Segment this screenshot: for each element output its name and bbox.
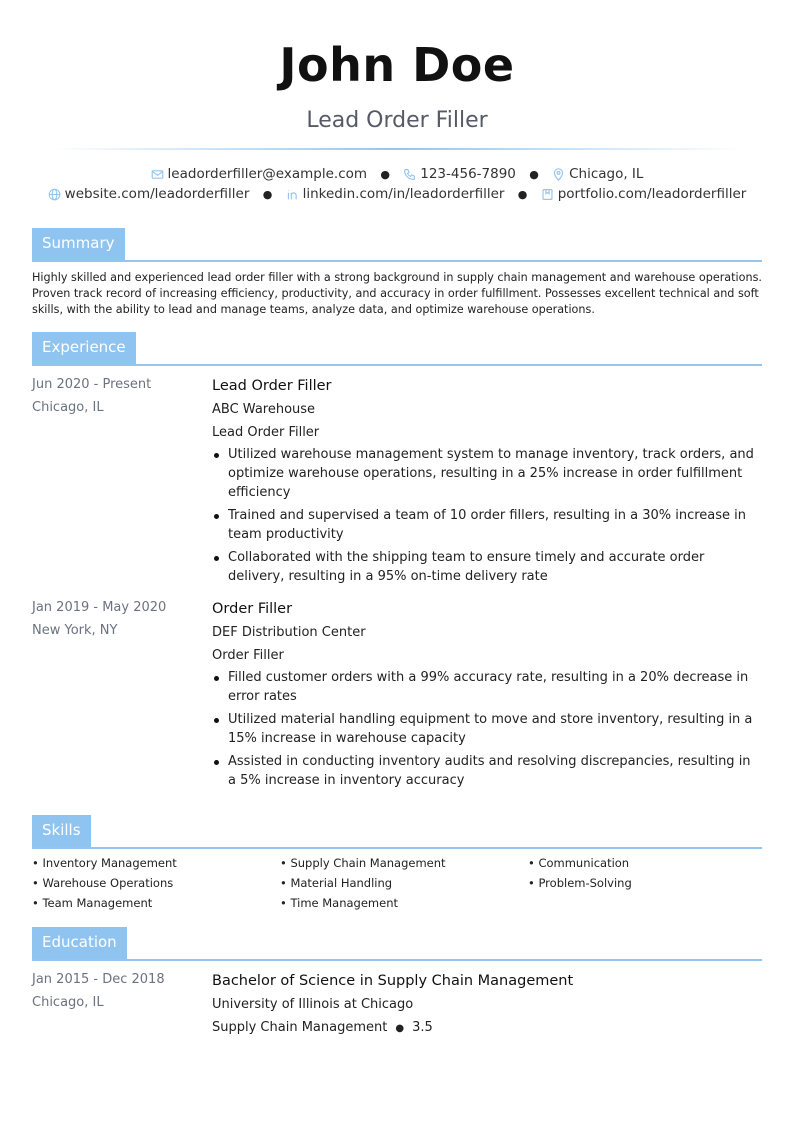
experience-company: DEF Distribution Center [212, 625, 366, 640]
contact-row-primary [0, 166, 794, 182]
mail-icon [151, 168, 164, 181]
education-header [32, 927, 762, 961]
education-location: Chicago, IL [32, 995, 104, 1010]
website-text: website.com/leadorderfiller [64, 186, 250, 202]
bullet-item: Assisted in conducting inventory audits and resolving discrepancies, resulting in a 5% increase in inventory accuracy [212, 752, 762, 790]
separator-dot: ● [529, 167, 539, 181]
experience-entry [32, 598, 762, 790]
skills-list [32, 855, 762, 911]
phone-icon [403, 168, 416, 181]
experience-section [32, 332, 762, 794]
experience-meta [32, 375, 202, 421]
candidate-name: John Doe [279, 38, 515, 92]
experience-entry [32, 375, 762, 586]
experience-meta [32, 598, 202, 644]
summary-text: Highly skilled and experienced lead order filler with a strong background in supply chain management and warehouse operations. Proven track record of increasing efficiency, productivity, and accuracy in order fulfillment. Possesses excellent technical and soft skills, with the ability to lead and manage teams, analyze data, and optimize warehouse operations. [32, 271, 762, 316]
portfolio-text: portfolio.com/leadorderfiller [557, 186, 747, 202]
contact-email[interactable] [151, 166, 368, 182]
experience-location: Chicago, IL [32, 400, 104, 415]
skills-heading: Skills [32, 815, 91, 847]
experience-bullets [212, 445, 762, 586]
experience-role: Lead Order Filler [212, 378, 332, 394]
skill-item: • Problem-Solving [528, 875, 762, 891]
skill-item: • Supply Chain Management [280, 855, 528, 871]
education-dates: Jan 2015 - Dec 2018 [32, 972, 165, 987]
experience-bullets [212, 668, 762, 790]
skill-item: • Communication [528, 855, 762, 871]
globe-icon [48, 188, 61, 201]
contact-phone[interactable] [403, 166, 516, 182]
separator-dot: ● [380, 167, 390, 181]
contact-portfolio[interactable] [541, 186, 747, 202]
education-details [212, 970, 762, 1040]
education-field-row [212, 1017, 762, 1040]
experience-details [212, 375, 762, 586]
contact-website[interactable] [48, 186, 250, 202]
experience-dates: Jun 2020 - Present [32, 377, 152, 392]
education-heading: Education [32, 927, 127, 959]
experience-role: Order Filler [212, 601, 293, 617]
linkedin-text: linkedin.com/in/leadorderfiller [302, 186, 505, 202]
header-divider [50, 148, 744, 150]
summary-heading: Summary [32, 228, 125, 260]
skill-item: • Inventory Management [32, 855, 280, 871]
bullet-item: Collaborated with the shipping team to ensure timely and accurate order delivery, resulting in a 95% on-time delivery rate [212, 548, 762, 586]
bullet-item: Filled customer orders with a 99% accuracy rate, resulting in a 20% decrease in error rates [212, 668, 762, 706]
contact-linkedin[interactable] [286, 186, 505, 202]
contact-location [552, 166, 643, 182]
experience-header [32, 332, 762, 366]
skills-section [32, 815, 762, 911]
education-degree: Bachelor of Science in Supply Chain Management [212, 973, 574, 989]
bullet-item: Utilized warehouse management system to manage inventory, track orders, and optimize warehouse operations, resulting in a 25% increase in order fulfillment efficiency [212, 445, 762, 502]
education-field: Supply Chain Management [212, 1020, 388, 1035]
summary-section [32, 228, 762, 318]
candidate-title: Lead Order Filler [306, 108, 488, 133]
experience-company: ABC Warehouse [212, 402, 316, 417]
experience-heading: Experience [32, 332, 136, 364]
experience-position: Lead Order Filler [212, 425, 320, 440]
education-entry [32, 970, 762, 1040]
education-school: University of Illinois at Chicago [212, 997, 414, 1012]
experience-dates: Jan 2019 - May 2020 [32, 600, 167, 615]
skills-header [32, 815, 762, 849]
experience-position: Order Filler [212, 648, 284, 663]
summary-header [32, 228, 762, 262]
bullet-item: Trained and supervised a team of 10 order fillers, resulting in a 30% increase in team productivity [212, 506, 762, 544]
experience-location: New York, NY [32, 623, 118, 638]
experience-details [212, 598, 762, 790]
contact-row-secondary [0, 186, 794, 202]
education-gpa: 3.5 [412, 1020, 433, 1035]
email-text: leadorderfiller@example.com [167, 166, 368, 182]
phone-text: 123-456-7890 [420, 166, 516, 182]
skill-item: • Team Management [32, 895, 280, 911]
separator-dot: ● [395, 1023, 405, 1034]
skill-item: • Material Handling [280, 875, 528, 891]
education-meta [32, 970, 202, 1016]
location-text: Chicago, IL [569, 166, 644, 182]
location-pin-icon [552, 168, 565, 181]
education-section [32, 927, 762, 1040]
linkedin-icon [286, 188, 299, 201]
separator-dot: ● [517, 187, 528, 201]
skill-item: • Time Management [280, 895, 528, 911]
bullet-item: Utilized material handling equipment to move and store inventory, resulting in a 15% increase in warehouse capacity [212, 710, 762, 748]
skill-item: • Warehouse Operations [32, 875, 280, 891]
separator-dot: ● [262, 187, 273, 201]
portfolio-icon [541, 188, 554, 201]
